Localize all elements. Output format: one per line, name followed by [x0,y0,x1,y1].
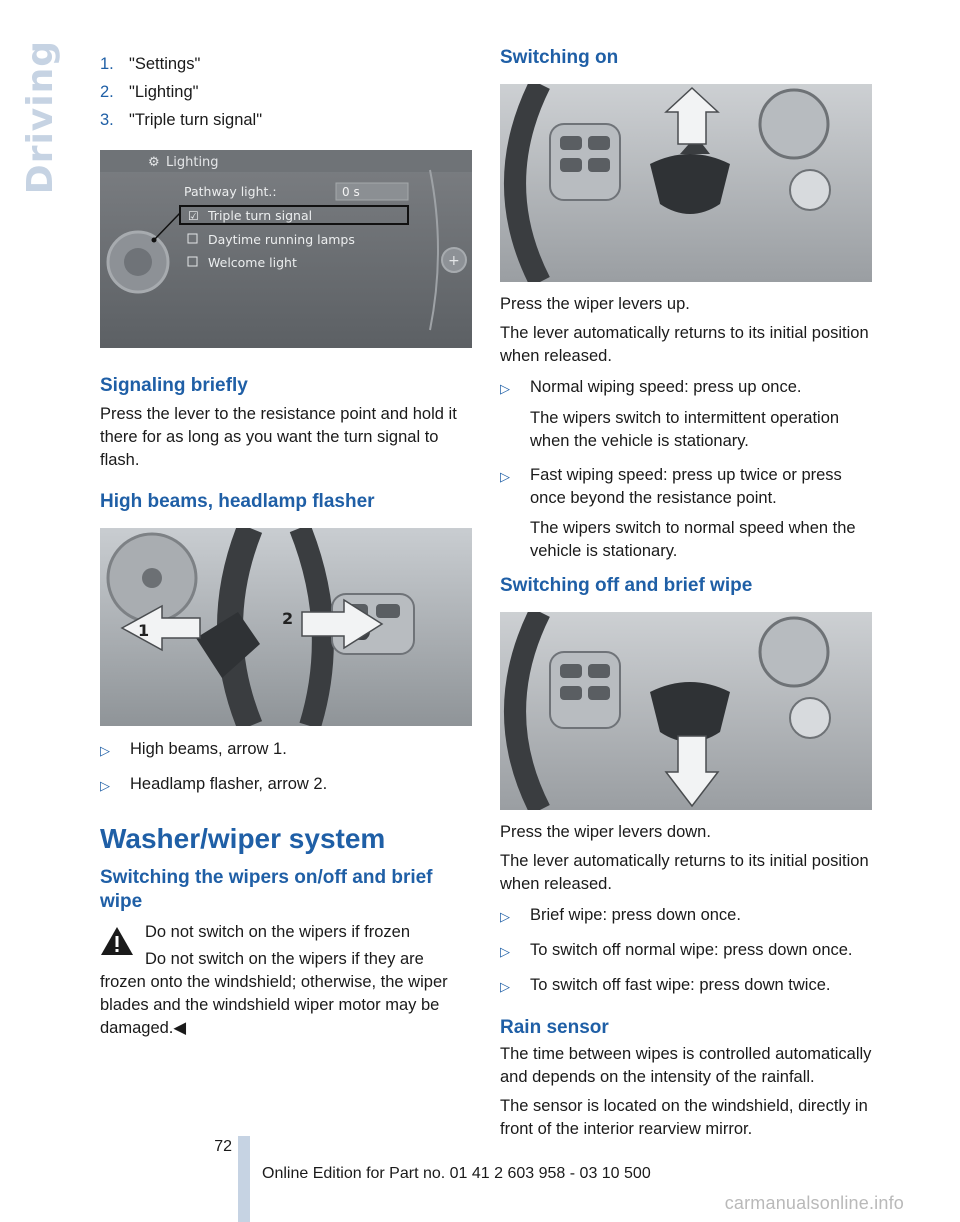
svg-text:Pathway light.:: Pathway light.: [184,184,277,199]
highbeams-heading: High beams, headlamp flasher [100,491,375,512]
list-item: ▷ Headlamp flasher, arrow 2. [100,775,328,793]
warning-block [100,921,472,1040]
list-item: 3. "Triple turn signal" [100,111,263,129]
highbeam-lever-figure [100,528,472,726]
washer-heading: Washer/wiper system [100,823,386,854]
screen-item: Daytime running lamps [208,232,355,247]
steps-list [100,50,472,134]
left-column [100,46,472,1040]
svg-text:0 s: 0 s [342,185,360,199]
list-item: ▷ High beams, arrow 1. [100,740,287,758]
wiper-down-figure [500,612,872,810]
highbeam-bullets [100,738,472,797]
section-tab-label: Driving [20,40,61,195]
rain-sensor-p2: The sensor is located on the windshield, directly in front of the interior rearview mirror. [500,1097,868,1138]
switching-off-heading: Switching off and brief wipe [500,575,753,596]
list-item: ▷ Fast wiping speed: press up twice or press once beyond the resistance point. [500,466,842,507]
section-tab [20,40,61,195]
switching-on-bullets [500,376,872,563]
svg-text:⚙: ⚙ [148,155,160,170]
arrow-label-1: 1 [138,621,150,640]
list-item: ▷ Normal wiping speed: press up once. [500,378,802,396]
switching-off-p2: The lever automatically returns to its initial position when released. [500,852,869,893]
switching-off-p1: Press the wiper levers down. [500,823,711,841]
warning-body: Do not switch on the wipers if they are frozen onto the windshield; otherwise, the wiper blades and the windshield wiper motor may be damaged.◀ [100,950,448,1037]
rain-sensor-p1: The time between wipes is controlled automatically and depends on the intensity of the rainfall. [500,1045,872,1086]
lighting-screen-figure [100,150,472,348]
right-column [500,46,872,1147]
signaling-heading: Signaling briefly [100,375,248,396]
footer-bar [238,1136,250,1222]
list-item: ▷ To switch off fast wipe: press down twice. [500,976,831,994]
screen-item: Welcome light [208,255,297,270]
svg-text:+: + [448,253,460,269]
footer-text: Online Edition for Part no. 01 41 2 603 958 - 03 10 500 [262,1165,651,1182]
list-item-sub: The wipers switch to intermittent operation when the vehicle is stationary. [530,409,840,450]
watermark: carmanualsonline.info [724,1193,904,1213]
svg-text:☑: ☑ [188,209,199,223]
screen-item: Triple turn signal [208,208,313,223]
arrow-label-2: 2 [282,609,294,628]
signaling-body: Press the lever to the resistance point and hold it there for as long as you want the turn signal to flash. [100,405,457,469]
screen-header: Lighting [166,155,219,170]
list-item: 1. "Settings" [100,55,201,73]
washer-subheading: Switching the wipers on/off and brief wipe [100,867,433,912]
page-number: 72 [214,1138,232,1155]
list-item: ▷ To switch off normal wipe: press down once. [500,941,853,959]
switching-on-p2: The lever automatically returns to its initial position when released. [500,324,869,365]
warning-icon [100,926,134,956]
switching-on-p1: Press the wiper levers up. [500,295,690,313]
wiper-up-figure [500,84,872,282]
switching-on-heading: Switching on [500,47,619,68]
switching-off-bullets [500,904,872,998]
list-item: ▷ Brief wipe: press down once. [500,906,741,924]
rain-sensor-heading: Rain sensor [500,1017,609,1038]
list-item: 2. "Lighting" [100,83,199,101]
warning-title: Do not switch on the wipers if frozen [145,923,411,941]
list-item-sub: The wipers switch to normal speed when the vehicle is stationary. [530,519,856,560]
